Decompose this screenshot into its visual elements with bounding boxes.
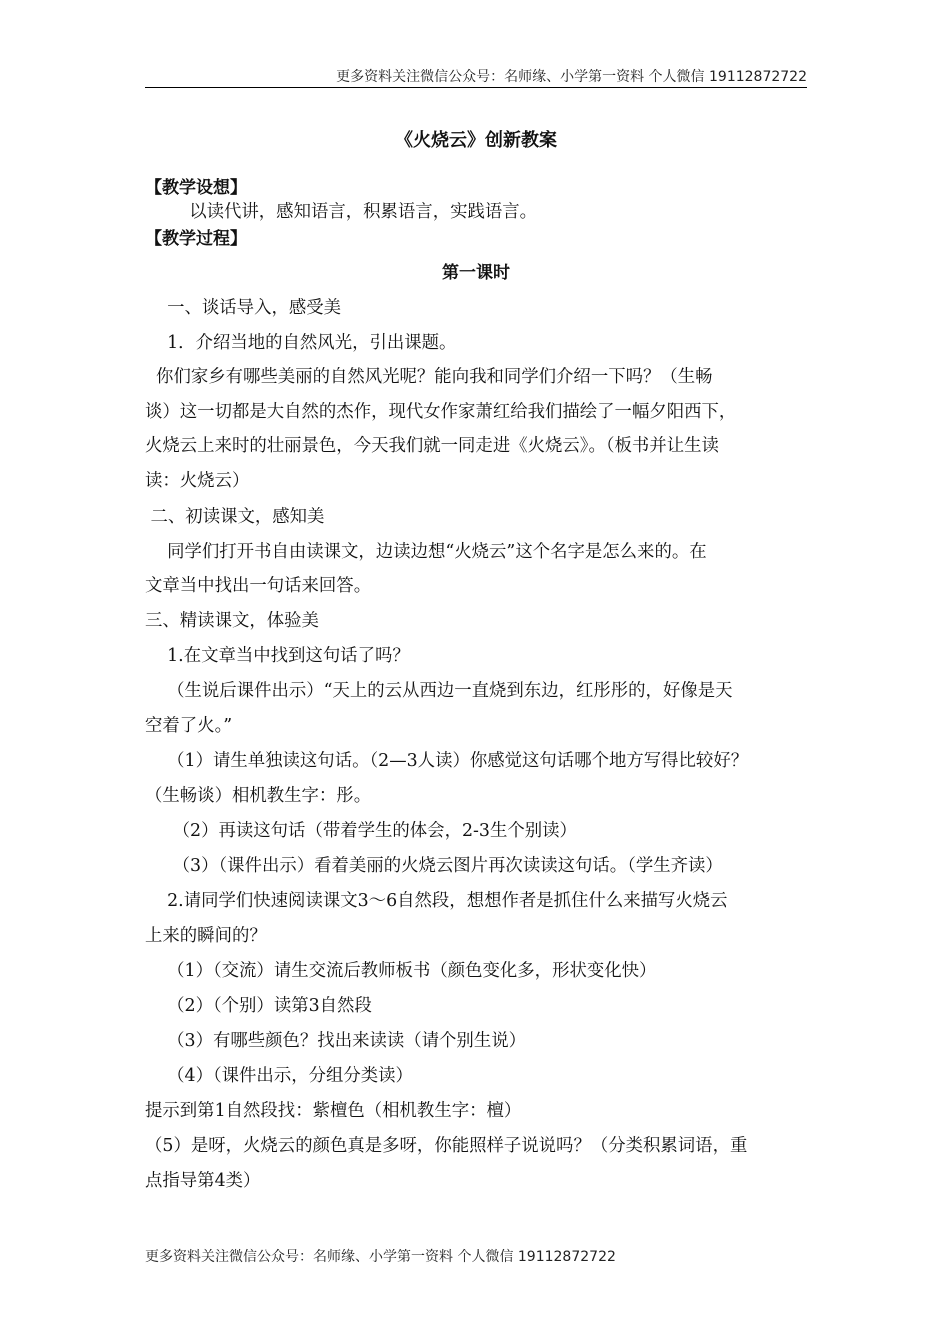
paragraph-line: （生说后课件出示）“天上的云从西边一直烧到东边，红彤彤的，好像是天 (145, 681, 733, 701)
paragraph-line: 三、精读课文，体验美 (145, 611, 319, 631)
paragraph-line: 1．介绍当地的自然风光，引出课题。 (145, 333, 457, 353)
paragraph-line: （3）（课件出示）看着美丽的火烧云图片再次读读这句话。（学生齐读） (145, 856, 723, 876)
paragraph-line: 一、谈话导入，感受美 (145, 298, 342, 318)
document-title: 《火烧云》创新教案 (395, 130, 557, 151)
header-divider (145, 87, 807, 88)
paragraph-line: 点指导第4类） (145, 1171, 261, 1191)
paragraph-line: 提示到第1自然段找：紫檀色（相机教生字：檀） (145, 1101, 522, 1121)
paragraph-line: （2）（个别）读第3自然段 (145, 996, 372, 1016)
paragraph-line: （4）（课件出示，分组分类读） (145, 1066, 413, 1086)
lesson-heading: 第一课时 (442, 263, 510, 283)
paragraph-line: 空着了火。” (145, 716, 233, 736)
section-heading-design: 【教学设想】 (145, 178, 247, 198)
paragraph-line: （3）有哪些颜色？找出来读读（请个别生说） (145, 1031, 526, 1051)
paragraph-line: 谈）这一切都是大自然的杰作，现代女作家萧红给我们描绘了一幅夕阳西下， (145, 402, 737, 422)
paragraph-line: 上来的瞬间的？ (145, 926, 267, 946)
page-header: 更多资料关注微信公众号：名师缘、小学第一资料 个人微信 19112872722 (336, 69, 807, 85)
paragraph-line: （2）再读这句话（带着学生的体会，2-3生个别读） (145, 821, 577, 841)
section-heading-process: 【教学过程】 (145, 229, 247, 249)
paragraph-line: 你们家乡有哪些美丽的自然风光呢？能向我和同学们介绍一下吗？（生畅 (145, 367, 713, 387)
paragraph-line: 文章当中找出一句话来回答。 (145, 576, 372, 596)
paragraph-line: （生畅谈）相机教生字：彤。 (145, 786, 372, 806)
paragraph-line: 以读代讲，感知语言，积累语言，实践语言。 (145, 202, 538, 222)
paragraph-line: （1）请生单独读这句话。（2—3人读）你感觉这句话哪个地方写得比较好？ (145, 751, 749, 771)
paragraph-line: （1）（交流）请生交流后教师板书（颜色变化多，形状变化快） (145, 961, 657, 981)
paragraph-line: 二、初读课文，感知美 (145, 507, 325, 527)
paragraph-line: 同学们打开书自由读课文，边读边想“火烧云”这个名字是怎么来的。在 (145, 542, 707, 562)
paragraph-line: 火烧云上来时的壮丽景色，今天我们就一同走进《火烧云》。（板书并让生读 (145, 436, 719, 456)
paragraph-line: （5）是呀，火烧云的颜色真是多呀，你能照样子说说吗？（分类积累词语，重 (145, 1136, 748, 1156)
page-footer: 更多资料关注微信公众号：名师缘、小学第一资料 个人微信 19112872722 (145, 1249, 616, 1265)
paragraph-line: 2.请同学们快速阅读课文3～6自然段，想想作者是抓住什么来描写火烧云 (145, 891, 728, 911)
paragraph-line: 1.在文章当中找到这句话了吗？ (145, 646, 410, 666)
paragraph-line: 读：火烧云） (145, 471, 250, 491)
